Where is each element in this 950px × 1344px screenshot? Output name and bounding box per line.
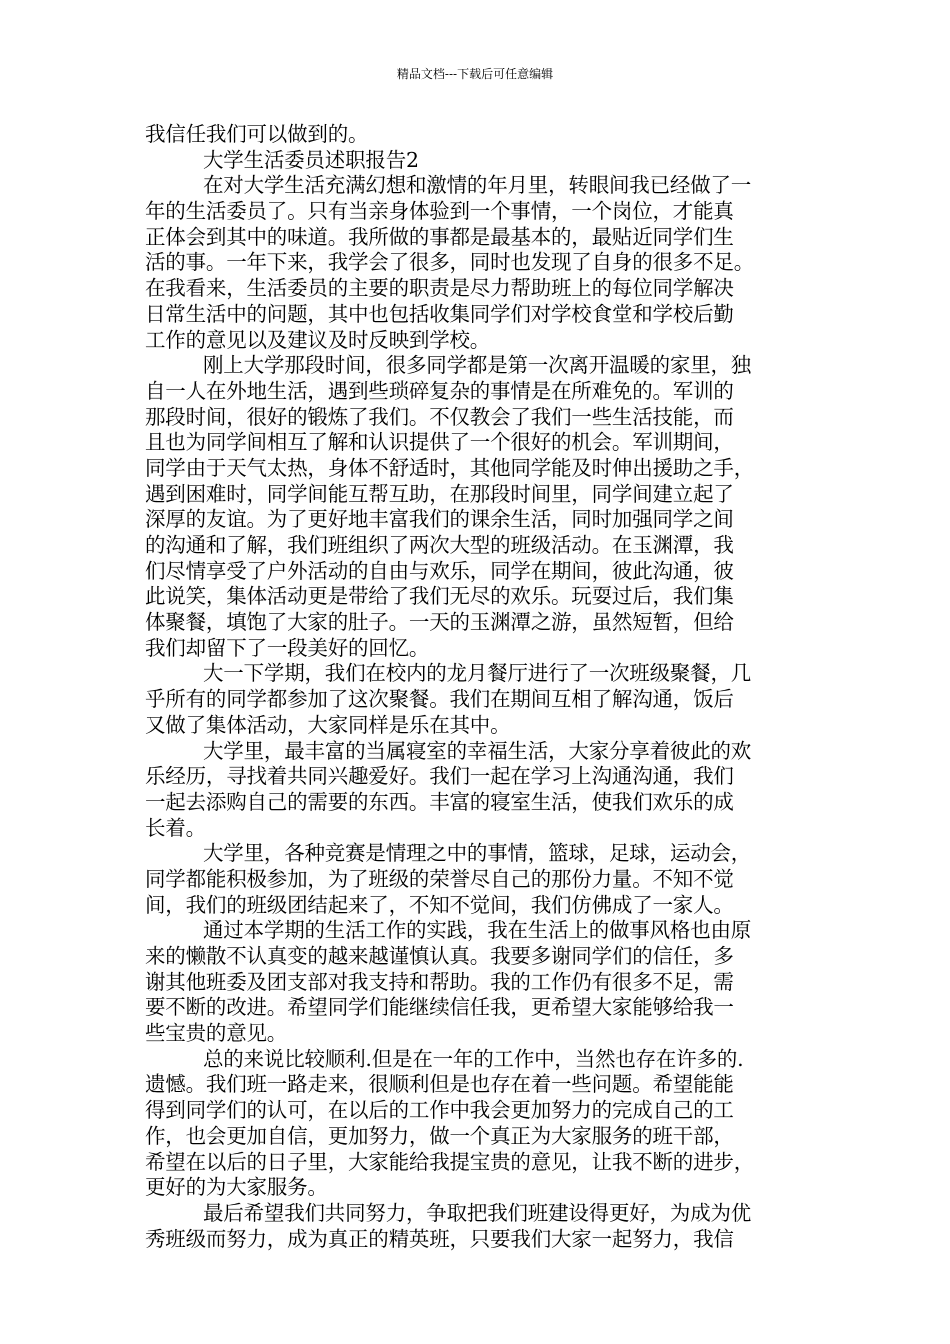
text-line: 通过本学期的生活工作的实践，我在生活上的做事风格也由原 bbox=[203, 918, 752, 943]
text-line: 且也为同学间相互了解和认识提供了一个很好的机会。军训期间， bbox=[145, 430, 734, 455]
text-line: 自一人在外地生活，遇到些琐碎复杂的事情是在所难免的。军训的 bbox=[145, 378, 734, 403]
text-line: 此说笑，集体活动更是带给了我们无尽的欢乐。玩耍过后，我们集 bbox=[145, 584, 734, 609]
text-line: 年的生活委员了。只有当亲身体验到一个事情，一个岗位，才能真 bbox=[145, 199, 734, 224]
text-line: 在对大学生活充满幻想和激情的年月里，转眼间我已经做了一 bbox=[203, 173, 752, 198]
text-line: 作，也会更加自信，更加努力，做一个真正为大家服务的班干部， bbox=[145, 1123, 734, 1148]
text-line: 间，我们的班级团结起来了，不知不觉间，我们仿佛成了一家人。 bbox=[145, 892, 734, 917]
text-line: 遗憾。我们班一路走来，很顺利但是也存在着一些问题。希望能能 bbox=[145, 1072, 734, 1097]
text-line: 一起去添购自己的需要的东西。丰富的寝室生活，使我们欢乐的成 bbox=[145, 789, 734, 814]
text-line: 来的懒散不认真变的越来越谨慎认真。我要多谢同学们的信任，多 bbox=[145, 944, 734, 968]
page-header: 精品文档---下载后可任意编辑 bbox=[396, 67, 554, 81]
text-line: 大学生活委员述职报告2 bbox=[203, 147, 419, 172]
text-line: 那段时间，很好的锻炼了我们。不仅教会了我们一些生活技能，而 bbox=[145, 404, 734, 429]
text-line: 大学里，最丰富的当属寝室的幸福生活，大家分享着彼此的欢 bbox=[203, 738, 752, 763]
document-body bbox=[145, 122, 825, 1252]
text-line: 些宝贵的意见。 bbox=[145, 1021, 288, 1046]
text-line: 刚上大学那段时间，很多同学都是第一次离开温暖的家里，独 bbox=[203, 353, 752, 378]
text-line: 得到同学们的认可，在以后的工作中我会更加努力的完成自己的工 bbox=[145, 1098, 734, 1123]
text-line: 希望在以后的日子里，大家能给我提宝贵的意见，让我不断的进步， bbox=[145, 1149, 754, 1174]
text-line: 长着。 bbox=[145, 815, 206, 840]
text-line: 我们却留下了一段美好的回忆。 bbox=[145, 635, 430, 660]
text-line: 同学由于天气太热，身体不舒适时，其他同学能及时伸出援助之手， bbox=[145, 455, 754, 480]
text-line: 日常生活中的问题，其中也包括收集同学们对学校食堂和学校后勤 bbox=[145, 301, 734, 326]
text-line: 乎所有的同学都参加了这次聚餐。我们在期间互相了解沟通，饭后 bbox=[145, 687, 734, 712]
text-line: 我信任我们可以做到的。 bbox=[145, 122, 369, 146]
text-line: 大一下学期，我们在校内的龙月餐厅进行了一次班级聚餐，几 bbox=[203, 661, 752, 686]
text-line: 在我看来，生活委员的主要的职责是尽力帮助班上的每位同学解决 bbox=[145, 276, 734, 301]
text-line: 工作的意见以及建议及时反映到学校。 bbox=[145, 327, 491, 352]
text-line: 们尽情享受了户外活动的自由与欢乐，同学在期间，彼此沟通，彼 bbox=[145, 558, 734, 583]
text-line: 体聚餐，填饱了大家的肚子。一天的玉渊潭之游，虽然短暂，但给 bbox=[145, 610, 734, 635]
text-line: 总的来说比较顺利.但是在一年的工作中，当然也存在许多的. bbox=[203, 1046, 744, 1071]
text-line: 的沟通和了解，我们班组织了两次大型的班级活动。在玉渊潭，我 bbox=[145, 533, 734, 557]
text-line: 更好的为大家服务。 bbox=[145, 1175, 328, 1200]
text-line: 正体会到其中的味道。我所做的事都是最基本的，最贴近同学们生 bbox=[145, 224, 734, 249]
text-line: 遇到困难时，同学间能互帮互助，在那段时间里，同学间建立起了 bbox=[145, 481, 734, 506]
text-line: 大学里，各种竞赛是情理之中的事情，篮球，足球，运动会， bbox=[203, 841, 752, 866]
text-line: 要不断的改进。希望同学们能继续信任我，更希望大家能够给我一 bbox=[145, 995, 734, 1020]
text-line: 乐经历，寻找着共同兴趣爱好。我们一起在学习上沟通沟通，我们 bbox=[145, 764, 734, 789]
text-line: 又做了集体活动，大家同样是乐在其中。 bbox=[145, 712, 511, 737]
text-line: 最后希望我们共同努力，争取把我们班建设得更好，为成为优 bbox=[203, 1200, 752, 1225]
text-line: 秀班级而努力，成为真正的精英班，只要我们大家一起努力，我信 bbox=[145, 1226, 734, 1251]
text-line: 深厚的友谊。为了更好地丰富我们的课余生活，同时加强同学之间 bbox=[145, 507, 734, 532]
text-line: 活的事。一年下来，我学会了很多，同时也发现了自身的很多不足。 bbox=[145, 250, 754, 275]
text-line: 谢其他班委及团支部对我支持和帮助。我的工作仍有很多不足，需 bbox=[145, 969, 734, 994]
text-line: 同学都能积极参加，为了班级的荣誉尽自己的那份力量。不知不觉 bbox=[145, 866, 734, 891]
